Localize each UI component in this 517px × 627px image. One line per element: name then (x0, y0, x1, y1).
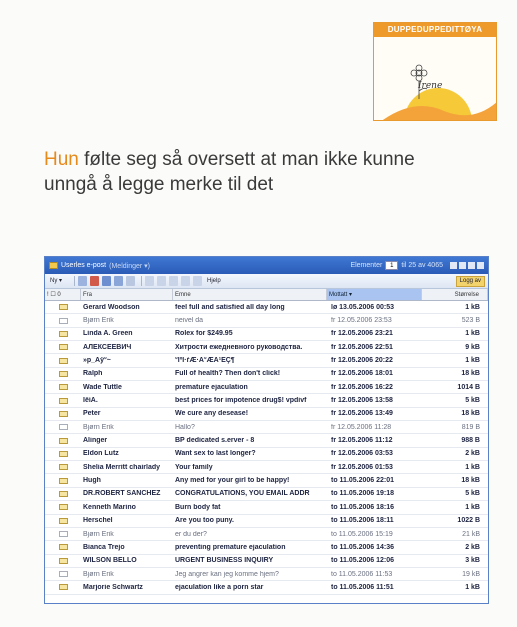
email-from: Shelia Merritt chairlady (83, 463, 161, 471)
envelope-icon (59, 451, 68, 457)
email-row[interactable] (45, 448, 488, 461)
email-date: fr 12.05.2006 22:51 (331, 343, 393, 351)
email-size: 19 kB (462, 570, 480, 578)
new-message-button[interactable]: Ny ▾ (50, 278, 63, 284)
page-label: Elementer (350, 262, 383, 269)
email-subject: URGENT BUSINESS INQUIRY (175, 557, 274, 565)
email-from: Herschel (83, 517, 113, 525)
email-from: ÎëìÀ. (83, 397, 98, 405)
last-page-icon[interactable] (477, 262, 484, 269)
email-subject: CONGRATULATIONS, YOU EMAIL ADDR (175, 490, 310, 498)
email-date: fr 12.05.2006 23:53 (331, 317, 392, 325)
email-subject: Full of health? Then don't click! (175, 370, 281, 378)
forward-icon[interactable] (114, 276, 123, 286)
email-date: fr 12.05.2006 20:22 (331, 357, 393, 365)
email-subject: °ÎºÌ·ѓÆ·Ä°ÆÀ¹ÈÇ¶ (175, 357, 235, 365)
envelope-icon (59, 438, 68, 444)
email-row[interactable] (45, 368, 488, 381)
help-button[interactable]: Hjelp (207, 278, 221, 284)
envelope-icon (59, 331, 68, 337)
email-subject: ejaculation like a porn star (175, 583, 264, 591)
col-subject[interactable]: Emne (173, 289, 327, 300)
email-row[interactable] (45, 381, 488, 394)
email-status (45, 408, 81, 420)
email-date: fr 12.05.2006 01:53 (331, 463, 393, 471)
window-titlebar (45, 257, 488, 274)
email-date: lø 13.05.2006 00:53 (331, 303, 395, 311)
email-date: fr 12.05.2006 18:01 (331, 370, 393, 378)
email-date: to 11.05.2006 15:19 (331, 530, 393, 538)
email-from: Linda A. Green (83, 330, 133, 338)
envelope-icon (59, 464, 68, 470)
email-size: 2 kB (465, 450, 480, 458)
page-input[interactable]: 1 (385, 261, 398, 270)
email-subject: We cure any desease! (175, 410, 249, 418)
envelope-icon (59, 384, 68, 390)
delete-icon[interactable] (90, 276, 99, 286)
email-size: 1022 B (457, 517, 480, 525)
email-from: Bianca Trejo (83, 543, 125, 551)
email-date: fr 12.05.2006 16:22 (331, 383, 393, 391)
envelope-icon (59, 531, 68, 537)
email-row[interactable] (45, 421, 488, 434)
folder-dropdown[interactable]: (Meldinger ▾) (109, 262, 150, 270)
email-from: Bjørn Erik (83, 317, 114, 325)
email-date: to 11.05.2006 18:11 (331, 517, 394, 525)
mail-folder-icon (49, 262, 58, 269)
email-subject: Хитрости ежедневного руководства. (175, 343, 303, 351)
email-subject: feel full and satisfied all day long (175, 303, 285, 311)
email-size: 21 kB (462, 530, 480, 538)
email-status (45, 488, 81, 500)
email-row[interactable] (45, 555, 488, 568)
envelope-icon (59, 518, 68, 524)
email-from: АЛЕКСЕЕВИЧ (83, 343, 132, 351)
envelope-icon (59, 544, 68, 550)
col-from[interactable]: Fra (81, 289, 173, 300)
email-size: 3 kB (465, 557, 480, 565)
email-status (45, 301, 81, 313)
reply-icon[interactable] (78, 276, 87, 286)
email-size: 988 B (461, 437, 480, 445)
window-title: Userles e-post (61, 262, 107, 269)
email-from: Marjorie Schwartz (83, 583, 143, 591)
email-subject: Rolex for $249.95 (175, 330, 233, 338)
email-status (45, 515, 81, 527)
email-size: 2 kB (465, 543, 480, 551)
email-row[interactable] (45, 488, 488, 501)
email-list (45, 301, 488, 595)
email-status (45, 381, 81, 393)
email-subject: preventing premature ejaculation (175, 543, 286, 551)
email-row[interactable] (45, 541, 488, 554)
email-status (45, 528, 81, 540)
email-from: Kenneth Marino (83, 503, 136, 511)
toolbar (45, 274, 488, 289)
email-subject: Burn body fat (175, 503, 221, 511)
email-date: to 11.05.2006 12:06 (331, 557, 395, 565)
addressbook-icon[interactable] (169, 276, 178, 286)
envelope-icon (59, 411, 68, 417)
email-size: 1 kB (465, 463, 480, 471)
email-status (45, 541, 81, 553)
flag-icon[interactable] (145, 276, 154, 286)
email-from: DR.ROBERT SANCHEZ (83, 490, 161, 498)
envelope-icon (59, 371, 68, 377)
email-from: »р_Ãÿ°~ (83, 357, 111, 365)
envelope-icon (59, 491, 68, 497)
email-subject: Any med for your girl to be happy! (175, 477, 290, 485)
reply-all-icon[interactable] (102, 276, 111, 286)
email-size: 18 kB (461, 477, 480, 485)
email-date: fr 12.05.2006 11:12 (331, 437, 393, 445)
email-status (45, 328, 81, 340)
email-subject: Jeg angrer kan jeg komme hjem? (175, 570, 279, 578)
email-status (45, 314, 81, 326)
rules-icon[interactable] (193, 276, 202, 286)
email-size: 1 kB (465, 357, 480, 365)
email-subject: BP dedicated s.erver - 8 (175, 437, 255, 445)
email-subject: premature ejaculation (175, 383, 248, 391)
email-row[interactable] (45, 581, 488, 594)
email-size: 1 kB (465, 583, 480, 591)
envelope-icon (59, 398, 68, 404)
envelope-icon (59, 304, 68, 310)
envelope-icon (59, 571, 68, 577)
email-status (45, 448, 81, 460)
email-status (45, 474, 81, 486)
email-size: 1014 B (457, 383, 480, 391)
first-page-icon[interactable] (450, 262, 457, 269)
email-row[interactable] (45, 341, 488, 354)
email-size: 1 kB (465, 303, 480, 311)
email-subject: Your family (175, 463, 213, 471)
email-from: Ralph (83, 370, 103, 378)
email-size: 18 kB (461, 370, 480, 378)
email-subject: Are you too puny. (175, 517, 234, 525)
email-subject: er du der? (175, 530, 207, 538)
email-status (45, 354, 81, 366)
email-date: fr 12.05.2006 13:58 (331, 397, 393, 405)
email-size: 523 B (461, 317, 480, 325)
email-size: 18 kB (461, 410, 480, 418)
col-size[interactable]: Størrelse (422, 289, 488, 300)
email-size: 5 kB (465, 397, 480, 405)
email-status (45, 501, 81, 513)
email-status (45, 461, 81, 473)
envelope-icon (59, 318, 68, 324)
search-icon[interactable] (157, 276, 166, 286)
email-date: fr 12.05.2006 03:53 (331, 450, 393, 458)
email-size: 1 kB (465, 503, 480, 511)
email-subject: best prices for impotence drug$! vpdivf (175, 397, 307, 405)
email-row[interactable] (45, 408, 488, 421)
email-row[interactable] (45, 314, 488, 327)
email-date: to 11.05.2006 19:18 (331, 490, 395, 498)
options-icon[interactable] (181, 276, 190, 286)
comic-title: DUPPEDUPPEDITTØYA (374, 23, 496, 37)
email-row[interactable] (45, 515, 488, 528)
email-client-window (44, 256, 489, 604)
col-date[interactable]: Mottatt ▾ (327, 289, 422, 300)
article-headline (44, 147, 464, 197)
email-status (45, 421, 81, 433)
email-date: to 11.05.2006 14:36 (331, 543, 395, 551)
email-from: Wade Tuttle (83, 383, 122, 391)
envelope-icon (59, 478, 68, 484)
email-row[interactable] (45, 501, 488, 514)
envelope-icon (59, 558, 68, 564)
email-row[interactable] (45, 461, 488, 474)
comic-illustration (374, 37, 497, 121)
email-from: Bjørn Erik (83, 423, 114, 431)
email-status (45, 394, 81, 406)
col-icons[interactable]: ! ☐ 0 (45, 289, 81, 300)
email-size: 5 kB (465, 490, 480, 498)
email-subject: neivel da (175, 317, 204, 325)
email-from: Eldon Lutz (83, 450, 119, 458)
envelope-icon (59, 358, 68, 364)
envelope-icon (59, 344, 68, 350)
email-row[interactable] (45, 434, 488, 447)
headline-accent: Hun (44, 149, 79, 170)
email-date: fr 12.05.2006 11:28 (331, 423, 392, 431)
email-subject: Hallo? (175, 423, 195, 431)
move-icon[interactable] (126, 276, 135, 286)
email-status (45, 568, 81, 580)
email-date: to 11.05.2006 18:16 (331, 503, 395, 511)
email-status (45, 434, 81, 446)
email-row[interactable] (45, 394, 488, 407)
headline-text: følte seg så oversett at man ikke kunne unngå å legge merke til det (44, 149, 415, 195)
email-status (45, 555, 81, 567)
envelope-icon (59, 584, 68, 590)
email-from: Hugh (83, 477, 101, 485)
email-from: Alinger (83, 437, 108, 445)
prev-page-icon[interactable] (459, 262, 466, 269)
email-from: Gerard Woodson (83, 303, 140, 311)
email-date: fr 12.05.2006 13:49 (331, 410, 393, 418)
email-row[interactable] (45, 328, 488, 341)
column-header (45, 289, 488, 301)
email-status (45, 368, 81, 380)
email-row[interactable] (45, 354, 488, 367)
email-row[interactable] (45, 568, 488, 581)
page-range: til 25 av 4065 (401, 262, 443, 269)
email-size: 9 kB (465, 343, 480, 351)
email-status (45, 581, 81, 593)
email-size: 819 B (461, 423, 480, 431)
email-date: to 11.05.2006 11:51 (331, 583, 394, 591)
email-row[interactable] (45, 301, 488, 314)
email-from: Peter (83, 410, 101, 418)
logout-button[interactable]: Logg av (456, 276, 485, 287)
comic-signature: Irene (418, 81, 443, 91)
email-subject: Want sex to last longer? (175, 450, 256, 458)
email-from: Bjørn Erik (83, 530, 114, 538)
email-status (45, 341, 81, 353)
email-row[interactable] (45, 528, 488, 541)
email-size: 1 kB (465, 330, 480, 338)
comic-strip (373, 22, 497, 121)
email-from: Bjørn Erik (83, 570, 114, 578)
email-row[interactable] (45, 474, 488, 487)
email-date: to 11.05.2006 11:53 (331, 570, 393, 578)
email-from: WILSON BELLO (83, 557, 137, 565)
email-date: to 11.05.2006 22:01 (331, 477, 395, 485)
email-date: fr 12.05.2006 23:21 (331, 330, 393, 338)
next-page-icon[interactable] (468, 262, 475, 269)
envelope-icon (59, 504, 68, 510)
envelope-icon (59, 424, 68, 430)
